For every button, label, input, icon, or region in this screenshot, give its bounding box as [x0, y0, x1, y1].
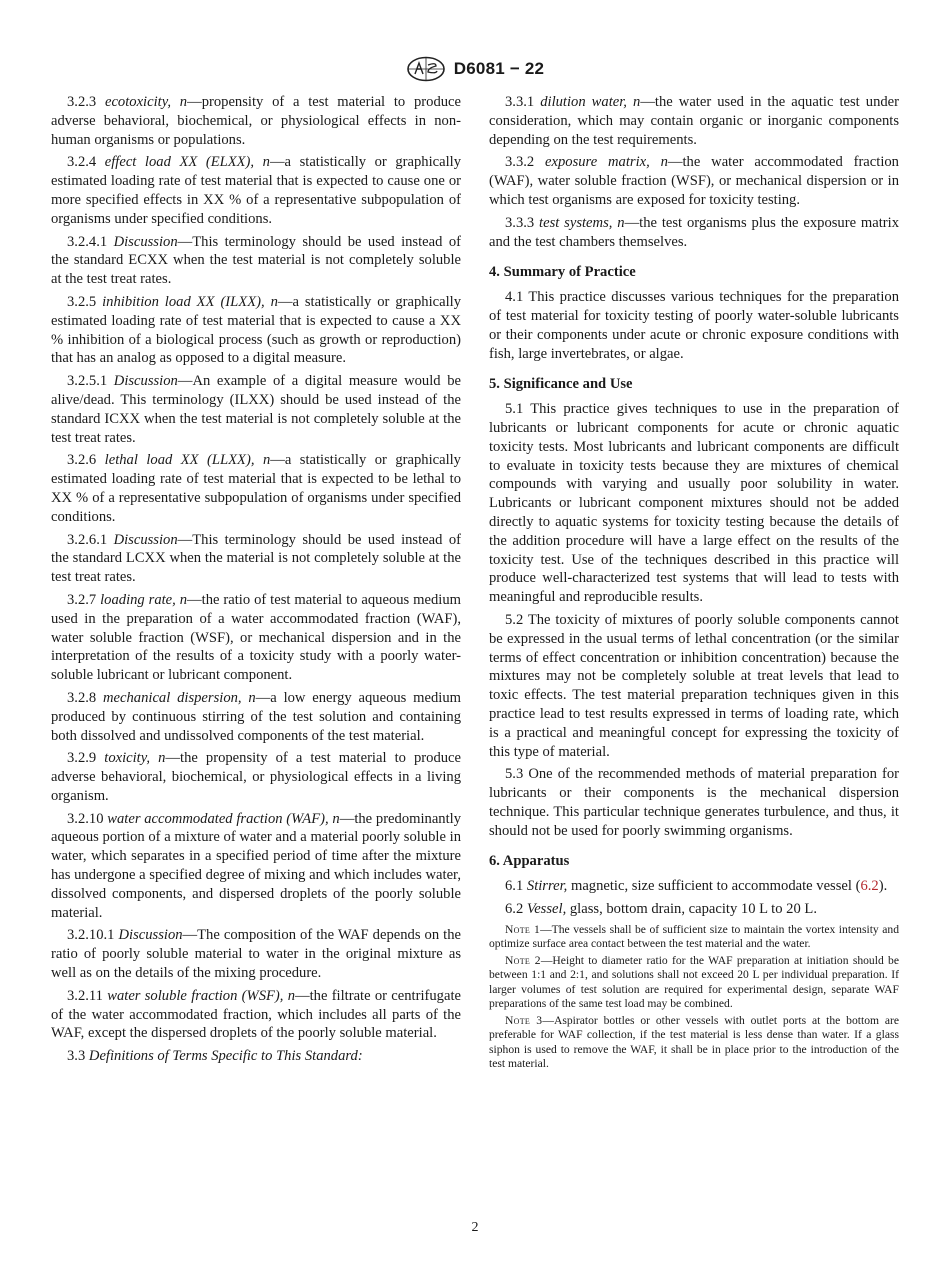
paragraph-5-2: 5.2 The toxicity of mixtures of poorly soluble components cannot be expressed in the usual terms of lethal concentration (or the similar terms of effect concentration or inhibition concentration) because the mixtures may not be completely soluble at treat levels that lead to toxic effects. The test material preparation techniques given in this practice lead to test results expressed in terms of loading rate, which is a practical and meaningful concept for expressing the toxicity of this type of material. — [489, 611, 899, 760]
definition-paragraph — [51, 926, 461, 982]
definition-paragraph — [51, 93, 461, 149]
definition-paragraph — [51, 451, 461, 526]
term: effect load XX (ELXX), — [104, 154, 255, 171]
paragraph-number: 3.2.4.1 — [67, 233, 108, 250]
term: lethal load XX (LLXX), — [104, 452, 255, 469]
definition-body: —propensity of a test material to produce adverse behavioral, biochemical, or physiological effects in non-human organisms or populations. — [51, 94, 461, 148]
definition-body: —the test organisms plus the exposure matrix and the test chambers themselves. — [489, 214, 900, 250]
definition-body: —The composition of the WAF depends on the ratio of poorly soluble material to water in the original mixture as well as on the details of the mixing procedure. — [51, 927, 461, 982]
definition-paragraph — [489, 214, 899, 252]
definition-body: —This terminology should be used instead of the standard LCXX when the material is not completely soluble at the test treat rates. — [51, 531, 461, 586]
paragraph-number: 3.2.8 — [67, 689, 97, 706]
note-2 — [489, 954, 899, 1011]
section-4-heading: 4. Summary of Practice — [489, 264, 636, 281]
paragraph-number: 3.3 — [67, 1048, 86, 1065]
paragraph-number: 3.3.1 — [505, 94, 535, 110]
term: dilution water, — [540, 94, 627, 110]
paragraph-number: 3.2.10.1 — [67, 927, 115, 944]
left-column — [51, 93, 461, 1070]
term: Vessel, — [526, 901, 567, 918]
term: exposure matrix, — [545, 154, 650, 171]
part-of-speech: n — [262, 154, 270, 171]
discussion-label: Discussion — [118, 927, 183, 944]
term: test systems, — [539, 214, 613, 231]
note-body: —Height to diameter ratio for the WAF preparation at initiation should be between 1:1 and 2:1, and solutions shall not exceed 20 L per individual preparation. If larger volumes of test solution are required for experimental design, separate WAF preparations of the same test load may be combined. — [489, 954, 899, 1010]
discussion-label: Discussion — [113, 531, 178, 548]
term: Stirrer, — [526, 878, 568, 895]
note-1 — [489, 923, 899, 951]
part-of-speech: n — [287, 987, 295, 1004]
paragraph-number: 3.2.9 — [67, 750, 97, 767]
section-5-heading: 5. Significance and Use — [489, 376, 633, 393]
paragraph-number: 6.1 — [505, 878, 524, 895]
definition-body: —the filtrate or centrifugate of the water accommodated fraction, which includes all parts of the WAF, except the dispersed droplets of the poorly soluble material. — [51, 987, 461, 1042]
definition-paragraph — [51, 749, 461, 805]
definition-body: —a statistically or graphically estimated loading rate of test material that is expected to be lethal to XX % of a representative subpopulation of organisms under specified conditions. — [51, 452, 461, 525]
astm-logo-icon — [406, 56, 446, 82]
part-of-speech: n — [248, 689, 256, 706]
paragraph-body: glass, bottom drain, capacity 10 L to 20 L. — [566, 901, 817, 918]
part-of-speech: n — [332, 810, 340, 827]
definition-paragraph — [51, 689, 461, 745]
paragraph-number: 3.2.7 — [67, 591, 97, 608]
part-of-speech: n — [617, 214, 625, 231]
term: water soluble fraction (WSF), — [107, 987, 284, 1004]
discussion-label: Discussion — [113, 233, 178, 250]
part-of-speech: n — [158, 750, 166, 767]
paragraph-4-1: 4.1 This practice discusses various techniques for the preparation of test material for toxicity testing of poorly water-soluble lubricants or their components under acute or chronic exposure conditions with fish, large invertebrates, or algae. — [489, 289, 899, 362]
definition-body: —a statistically or graphically estimated loading rate of test material that is expected to cause one or more specified effects in XX % of a representative subpopulation of organisms under specified conditions. — [51, 154, 461, 227]
paragraph-6-2 — [489, 900, 899, 919]
definition-body: —the propensity of a test material to produce adverse behavioral, biochemical, or physiological effects in a living organism. — [51, 750, 461, 804]
term: Definitions of Terms Specific to This Standard: — [88, 1048, 363, 1065]
note-label: Note 3 — [505, 1014, 543, 1028]
right-column — [489, 93, 899, 1074]
designation: D6081 − 22 — [453, 59, 545, 78]
term: ecotoxicity, — [104, 94, 172, 110]
part-of-speech: n — [262, 452, 271, 469]
note-body: —Aspirator bottles or other vessels with outlet ports at the bottom are preferable for WAF collection, if the test material is less dense than water. If a glass siphon is used to remove the WAF, it shall be in place prior to the introduction of the test material. — [489, 1014, 899, 1070]
cross-reference-link[interactable]: 6.2 — [860, 878, 879, 895]
page-header — [0, 56, 950, 82]
definition-paragraph — [51, 153, 461, 228]
term: loading rate, — [100, 591, 176, 608]
definition-paragraph — [51, 810, 461, 923]
definition-paragraph — [51, 1047, 461, 1066]
note-label: Note 2 — [505, 954, 541, 968]
paragraph-5-3: 5.3 One of the recommended methods of material preparation for lubricants or their components is the mechanical dispersion technique. This particular technique generates turbulence, and thus, it should not be used for poorly swimming organisms. — [489, 766, 899, 839]
definition-paragraph — [51, 372, 461, 447]
paragraph-number: 3.2.11 — [67, 987, 103, 1004]
term: water accommodated fraction (WAF), — [107, 810, 329, 827]
paragraph-number: 3.2.10 — [67, 810, 104, 827]
part-of-speech: n — [633, 94, 641, 110]
definition-body: —This terminology should be used instead of the standard ECXX when the test material is not completely soluble at the test treat rates. — [51, 233, 461, 288]
page-number: 2 — [471, 1220, 479, 1235]
paragraph-body-end: ). — [878, 878, 888, 895]
discussion-label: Discussion — [113, 373, 178, 390]
note-3 — [489, 1014, 899, 1071]
definition-body: —a low energy aqueous medium produced by continuous stirring of the test solution and containing both dissolved and undissolved components of the test material. — [51, 689, 461, 744]
definition-body: —An example of a digital measure would be alive/dead. This terminology (ILXX) should be used instead of the standard ICXX when the test material is not completely soluble at the test treat rates. — [51, 373, 461, 446]
term: inhibition load XX (ILXX), — [102, 293, 265, 310]
definition-paragraph — [51, 233, 461, 289]
paragraph-number: 3.2.6.1 — [67, 531, 108, 548]
definition-paragraph — [489, 93, 899, 149]
part-of-speech: n — [270, 293, 278, 310]
paragraph-number: 3.2.5.1 — [67, 373, 108, 390]
paragraph-number: 3.2.4 — [67, 154, 97, 171]
definition-body: —a statistically or graphically estimated loading rate of test material that is expected to cause a XX % inhibition of a biological process (such as growth or reproduction) that has an analog as opposed to a digital measure. — [51, 293, 461, 367]
section-6-heading: 6. Apparatus — [489, 853, 570, 870]
note-body: —The vessels shall be of sufficient size to maintain the vortex intensity and optimize surface area contact between the test material and the water. — [489, 922, 899, 951]
paragraph-number: 3.3.2 — [505, 154, 535, 171]
term: toxicity, — [104, 750, 151, 767]
definition-paragraph — [51, 591, 461, 685]
paragraph-number: 3.2.5 — [67, 293, 97, 310]
definition-paragraph — [489, 153, 899, 209]
part-of-speech: n — [660, 154, 668, 171]
part-of-speech: n — [179, 591, 188, 608]
definition-body: —the predominantly aqueous portion of a mixture of water and a material poorly soluble in water, which separates in a specified period of time after the mixture has undergone a specified degree of mixing and which includes water, dissolved components, and dispersed droplets of the poorly soluble material. — [51, 810, 462, 921]
paragraph-number: 3.2.6 — [67, 452, 97, 469]
note-label: Note 1 — [505, 922, 541, 936]
paragraph-6-1 — [489, 877, 899, 896]
definition-body: —the water used in the aquatic test under consideration, which may contain organic or inorganic components depending on the test requirements. — [489, 94, 899, 148]
paragraph-body: magnetic, size sufficient to accommodate vessel ( — [567, 878, 861, 895]
paragraph-number: 6.2 — [505, 901, 524, 918]
part-of-speech: n — [179, 94, 188, 110]
term: mechanical dispersion, — [103, 689, 242, 706]
paragraph-5-1: 5.1 This practice gives techniques to use in the preparation of lubricants or lubricant components for acute or chronic aquatic toxicity tests. Most lubricants and lubricant components are difficult to evaluate in toxicity tests because they are mixtures of chemical compounds with varying and usually poor solubility in water. Lubricants or lubricant component mixtures should not be added directly to aquatic systems for toxicity testing because the details of the addition procedure will have a large effect on the results of the toxicity test. Use of the techniques described in this practice will produce well-characterized test systems that will lead to tests with meaningful and reproducible results. — [489, 401, 899, 606]
definition-body: —the ratio of test material to aqueous medium used in the preparation of a water accommodated fraction (WAF), water soluble fraction (WSF), or mechanical dispersion and in the interpretation of the results of a toxicity study with a poorly water-soluble lubricant or lubricant component. — [51, 591, 461, 684]
definition-body: —the water accommodated fraction (WAF), water soluble fraction (WSF), or mechanical dispersion or in which test organisms are exposed for toxicity testing. — [489, 154, 899, 208]
definition-paragraph — [51, 531, 461, 587]
paragraph-number: 3.3.3 — [505, 214, 535, 231]
definition-paragraph — [51, 987, 461, 1043]
definition-paragraph — [51, 293, 461, 368]
paragraph-number: 3.2.3 — [67, 94, 97, 110]
